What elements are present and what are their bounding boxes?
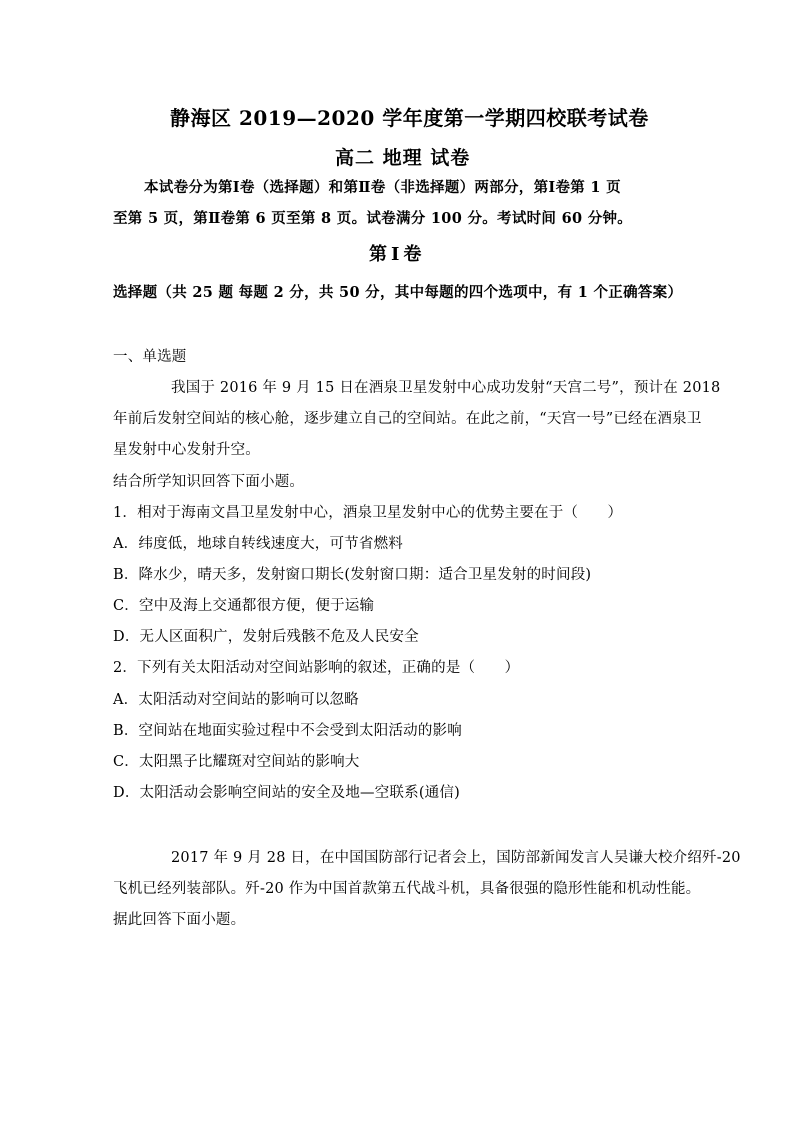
question-1-option-a: A．纬度低，地球自转线速度大，可节省燃料	[113, 536, 403, 552]
part-label: 第Ⅰ卷	[369, 244, 426, 265]
passage2-prompt: 据此回答下面小题。	[113, 912, 246, 928]
passage2-line-2: 飞机已经列装部队。歼-20 作为中国首款第五代战斗机，具备很强的隐形性能和机动性能。	[113, 881, 701, 897]
passage1-line-1: 我国于 2016 年 9 月 15 日在酒泉卫星发射中心成功发射“天宫二号”，预计在 2018	[171, 380, 721, 396]
exam-title: 静海区 2019—2020 学年度第一学期四校联考试卷	[170, 106, 649, 130]
question-1-option-b: B．降水少，晴天多，发射窗口期长(发射窗口期：适合卫星发射的时间段)	[113, 567, 592, 583]
question-1-stem: 1．相对于海南文昌卫星发射中心，酒泉卫星发射中心的优势主要在于（ ）	[113, 505, 623, 521]
passage2-line-1: 2017 年 9 月 28 日，在中国国防部行记者会上，国防部新闻发言人吴谦大校介绍歼-20	[171, 850, 741, 866]
question-1-option-c: C．空中及海上交通都很方便，便于运输	[113, 598, 375, 614]
passage1-line-2: 年前后发射空间站的核心舱，逐步建立自己的空间站。在此之前，“天宫一号”已经在酒泉卫	[113, 411, 702, 427]
question-2-option-b: B．空间站在地面实验过程中不会受到太阳活动的影响	[113, 723, 462, 739]
question-2-option-a: A．太阳活动对空间站的影响可以忽略	[113, 692, 359, 708]
intro-line-1: 本试卷分为第Ⅰ卷（选择题）和第Ⅱ卷（非选择题）两部分，第Ⅰ卷第 1 页	[144, 179, 621, 196]
instructions: 选择题（共 25 题 每题 2 分，共 50 分，其中每题的四个选项中，有 1 个正确答案）	[113, 284, 683, 301]
intro-line-2: 至第 5 页，第Ⅱ卷第 6 页至第 8 页。试卷满分 100 分。考试时间 60 分钟。	[113, 210, 633, 227]
section-heading: 一、单选题	[113, 349, 187, 365]
passage1-prompt: 结合所学知识回答下面小题。	[113, 474, 305, 490]
question-2-option-d: D．太阳活动会影响空间站的安全及地—空联系(通信)	[113, 785, 460, 801]
exam-subtitle: 高二 地理 试卷	[335, 147, 471, 169]
question-1-option-d: D．无人区面积广，发射后残骸不危及人民安全	[113, 629, 419, 645]
passage1-line-3: 星发射中心发射升空。	[113, 442, 260, 458]
question-2-stem: 2．下列有关太阳活动对空间站影响的叙述，正确的是（ ）	[113, 660, 520, 676]
question-2-option-c: C．太阳黑子比耀斑对空间站的影响大	[113, 754, 360, 770]
